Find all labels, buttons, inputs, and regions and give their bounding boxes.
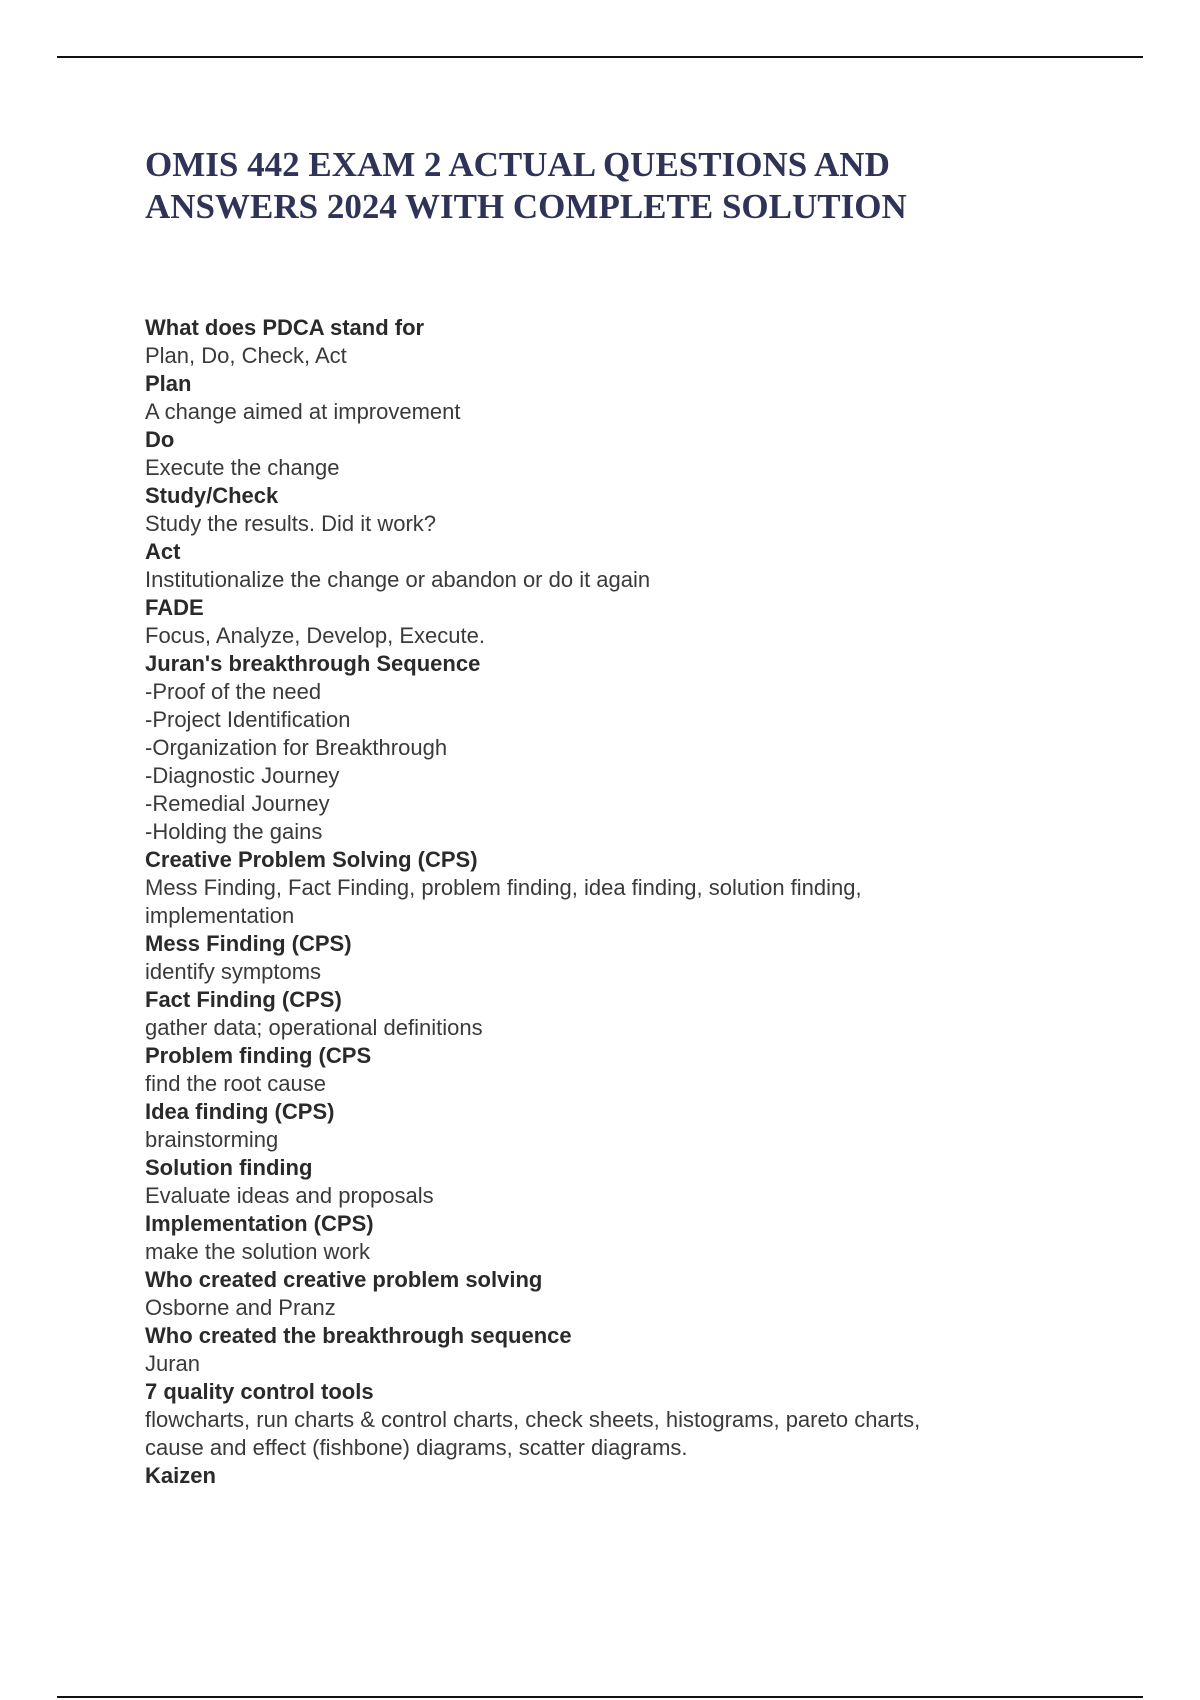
answer-text: gather data; operational definitions <box>145 1015 483 1040</box>
question-term: Mess Finding (CPS) <box>145 931 352 956</box>
qa-list <box>145 314 1075 1490</box>
answer-text: -Project Identification <box>145 707 351 732</box>
answer-text: -Remedial Journey <box>145 791 330 816</box>
answer-text: Focus, Analyze, Develop, Execute. <box>145 623 485 648</box>
title-line-1: OMIS 442 EXAM 2 ACTUAL QUESTIONS AND <box>145 145 890 184</box>
answer-text: flowcharts, run charts & control charts, check sheets, histograms, pareto charts, <box>145 1407 921 1432</box>
answer-text: Evaluate ideas and proposals <box>145 1183 434 1208</box>
answer-text: find the root cause <box>145 1071 327 1096</box>
question-term: Plan <box>145 371 192 396</box>
answer-text: Execute the change <box>145 455 340 480</box>
question-term: Idea finding (CPS) <box>145 1099 335 1124</box>
question-term: Fact Finding (CPS) <box>145 987 342 1012</box>
question-term: Study/Check <box>145 483 279 508</box>
answer-text: Plan, Do, Check, Act <box>145 343 347 368</box>
answer-text: brainstorming <box>145 1127 279 1152</box>
top-rule <box>57 56 1143 58</box>
answer-text: cause and effect (fishbone) diagrams, scatter diagrams. <box>145 1435 688 1460</box>
question-term: FADE <box>145 595 204 620</box>
question-term: Solution finding <box>145 1155 313 1180</box>
answer-text: implementation <box>145 903 295 928</box>
answer-text: Mess Finding, Fact Finding, problem finding, idea finding, solution finding, <box>145 875 862 900</box>
answer-text: Osborne and Pranz <box>145 1295 336 1320</box>
question-term: 7 quality control tools <box>145 1379 374 1404</box>
question-term: Do <box>145 427 175 452</box>
question-term: Juran's breakthrough Sequence <box>145 651 481 676</box>
question-term: Kaizen <box>145 1463 216 1488</box>
bottom-rule <box>57 1696 1143 1698</box>
answer-text: -Holding the gains <box>145 819 323 844</box>
answer-text: A change aimed at improvement <box>145 399 461 424</box>
title-line-2: ANSWERS 2024 WITH COMPLETE SOLUTION <box>145 187 907 226</box>
question-term: Implementation (CPS) <box>145 1211 374 1236</box>
question-term: Who created creative problem solving <box>145 1267 543 1292</box>
question-term: Problem finding (CPS <box>145 1043 372 1068</box>
answer-text: Institutionalize the change or abandon or do it again <box>145 567 651 592</box>
answer-text: Juran <box>145 1351 201 1376</box>
question-term: Creative Problem Solving (CPS) <box>145 847 478 872</box>
question-term: Who created the breakthrough sequence <box>145 1323 572 1348</box>
question-term: Act <box>145 539 181 564</box>
answer-text: -Organization for Breakthrough <box>145 735 448 760</box>
document-title <box>145 144 1105 228</box>
question-term: What does PDCA stand for <box>145 315 425 340</box>
answer-text: make the solution work <box>145 1239 370 1264</box>
answer-text: identify symptoms <box>145 959 322 984</box>
answer-text: Study the results. Did it work? <box>145 511 437 536</box>
answer-text: -Proof of the need <box>145 679 322 704</box>
answer-text: -Diagnostic Journey <box>145 763 340 788</box>
